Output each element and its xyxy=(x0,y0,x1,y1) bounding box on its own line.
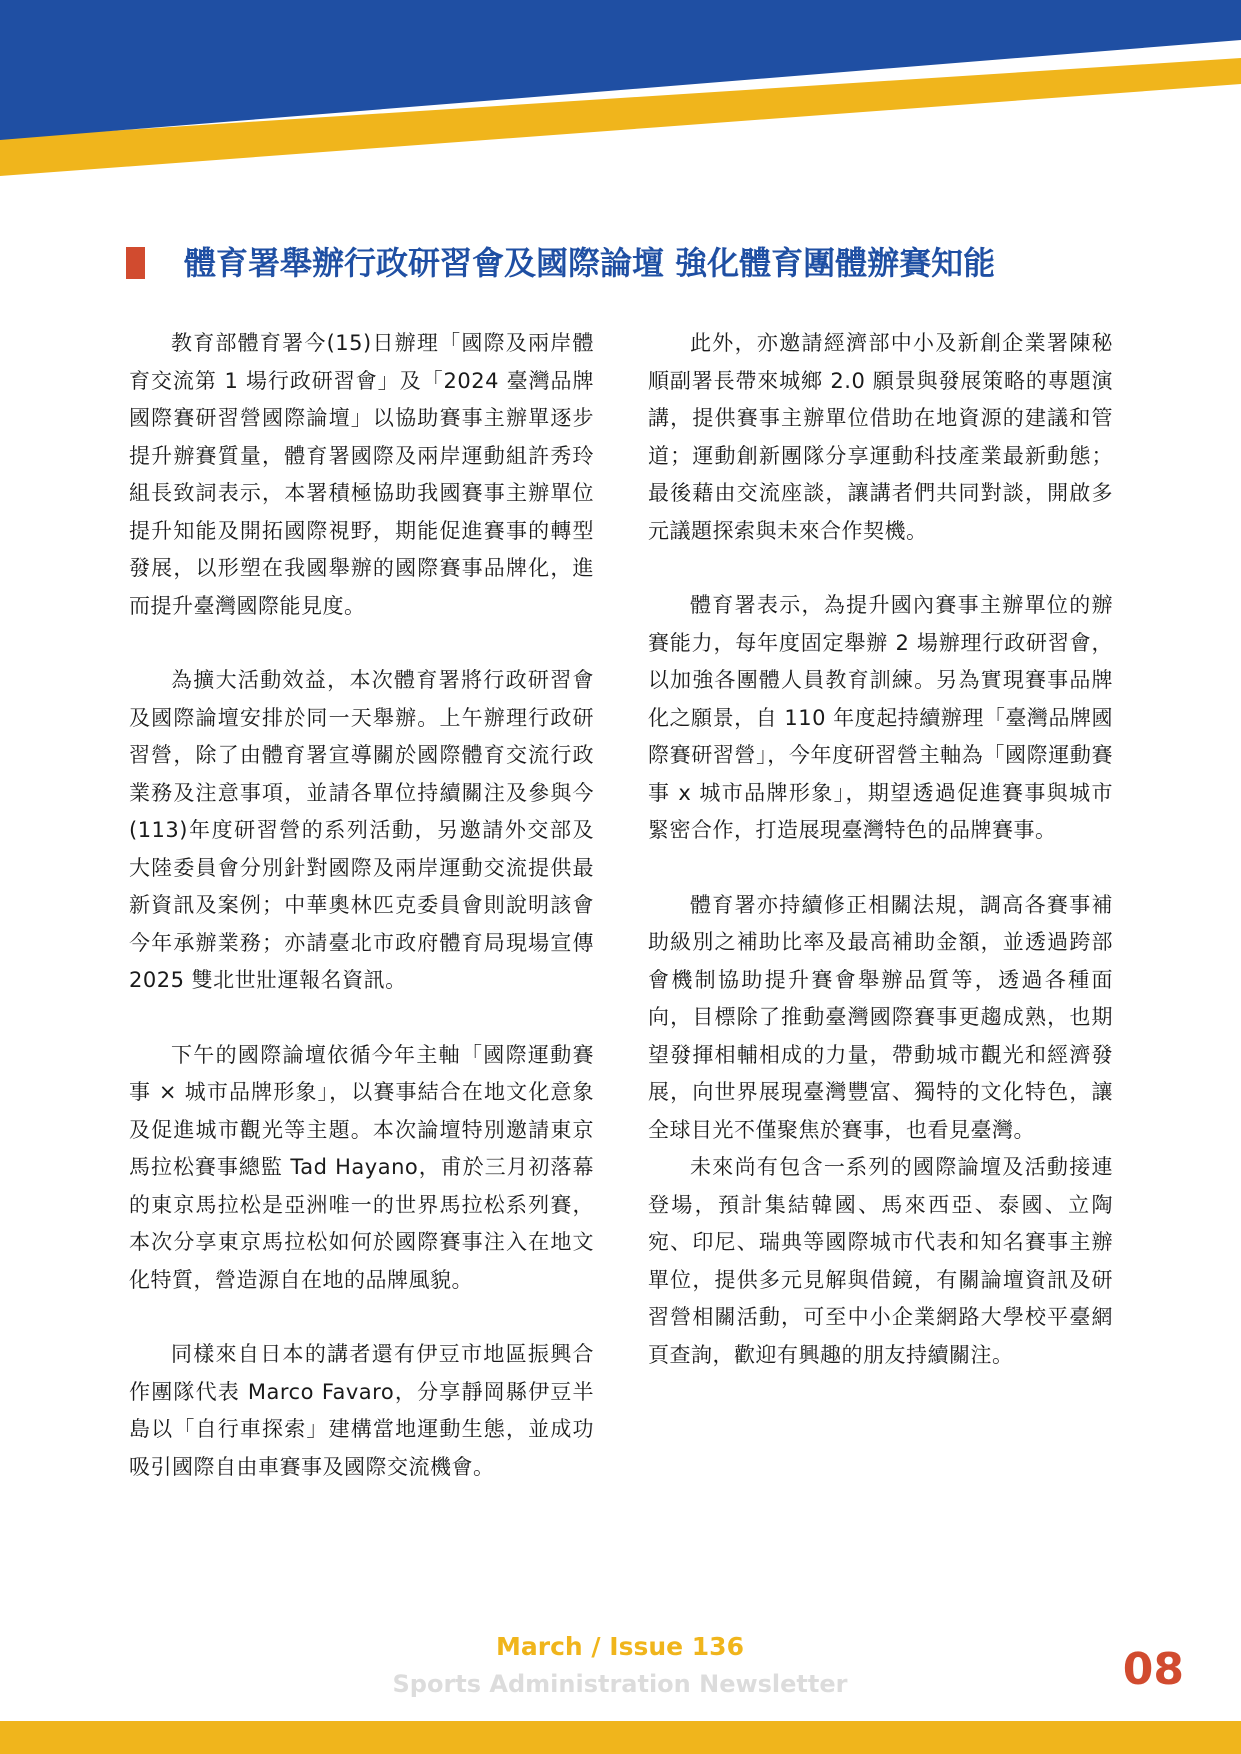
article-title-block xyxy=(126,238,1126,288)
paragraph: 教育部體育署今(15)日辦理「國際及兩岸體育交流第 1 場行政研習會」及「2024 臺灣品牌國際賽研習營國際論壇」以協助賽事主辦單逐步提升辦賽質量，體育署國際及兩岸運動組許秀玲組長致詞表示，本署積極協助我國賽事主辦單位提升知能及開拓國際視野，期能促進賽事的轉型發展，以形塑在我國舉辦的國際賽事品牌化，進而提升臺灣國際能見度。 xyxy=(129,331,594,618)
footer-bar xyxy=(0,1721,1241,1754)
title-marker xyxy=(126,247,145,279)
paragraph: 同樣來自日本的講者還有伊豆市地區振興合作團隊代表 Marco Favaro，分享靜岡縣伊豆半島以「自行車探索」建構當地運動生態，並成功吸引國際自由車賽事及國際交流機會。 xyxy=(129,1342,594,1479)
header-banner xyxy=(0,0,1241,200)
paragraph: 體育署亦持續修正相關法規，調高各賽事補助級別之補助比率及最高補助金額，並透過跨部會機制協助提升賽會舉辦品質等，透過各種面向，目標除了推動臺灣國際賽事更趨成熟，也期望發揮相輔相成的力量，帶動城市觀光和經濟發展，向世界展現臺灣豐富、獨特的文化特色，讓全球目光不僅聚焦於賽事，也看見臺灣。 xyxy=(648,892,1113,1142)
paragraph: 未來尚有包含一系列的國際論壇及活動接連登場，預計集結韓國、馬來西亞、泰國、立陶宛、印尼、瑞典等國際城市代表和知名賽事主辦單位，提供多元見解與借鏡，有關論壇資訊及研習營相關活動，可至中小企業網路大學校平臺網頁查詢，歡迎有興趣的朋友持續關注。 xyxy=(648,1155,1113,1367)
right-column xyxy=(648,325,1113,1374)
publication-name: Sports Administration Newsletter xyxy=(392,1670,848,1698)
paragraph: 此外，亦邀請經濟部中小及新創企業署陳秘順副署長帶來城鄉 2.0 願景與發展策略的專題演講，提供賽事主辦單位借助在地資源的建議和管道；運動創新團隊分享運動科技產業最新動態；最後藉由交流座談，讓講者們共同對談，開啟多元議題探索與未來合作契機。 xyxy=(648,331,1113,543)
paragraph: 下午的國際論壇依循今年主軸「國際運動賽事 × 城市品牌形象」，以賽事結合在地文化意象及促進城市觀光等主題。本次論壇特別邀請東京馬拉松賽事總監 Tad Hayano，甫於三月初落幕的東京馬拉松是亞洲唯一的世界馬拉松系列賽，本次分享東京馬拉松如何於國際賽事注入在地文化特質，營造源自在地的品牌風貌。 xyxy=(129,1042,594,1292)
page-number: 08 xyxy=(1122,1644,1184,1695)
left-column xyxy=(129,325,594,1486)
paragraph: 體育署表示，為提升國內賽事主辦單位的辦賽能力，每年度固定舉辦 2 場辦理行政研習會，以加強各團體人員教育訓練。另為實現賽事品牌化之願景，自 110 年度起持續辦理「臺灣品牌國際賽研習營」，今年度研習營主軸為「國際運動賽事 x 城市品牌形象」，期望透過促進賽事與城市緊密合作，打造展現臺灣特色的品牌賽事。 xyxy=(648,593,1113,842)
issue-label: March / Issue 136 xyxy=(496,1632,744,1661)
article-title: 體育署舉辦行政研習會及國際論壇 強化體育團體辦賽知能 xyxy=(184,244,996,282)
paragraph: 為擴大活動效益，本次體育署將行政研習會及國際論壇安排於同一天舉辦。上午辦理行政研習營，除了由體育署宣導關於國際體育交流行政業務及注意事項，並請各單位持續關注及參與今(113)年度研習營的系列活動，另邀請外交部及大陸委員會分別針對國際及兩岸運動交流提供最新資訊及案例；中華奧林匹克委員會則說明該會今年承辦業務；亦請臺北市政府體育局現場宣傳 2025 雙北世壯運報名資訊。 xyxy=(129,668,594,992)
